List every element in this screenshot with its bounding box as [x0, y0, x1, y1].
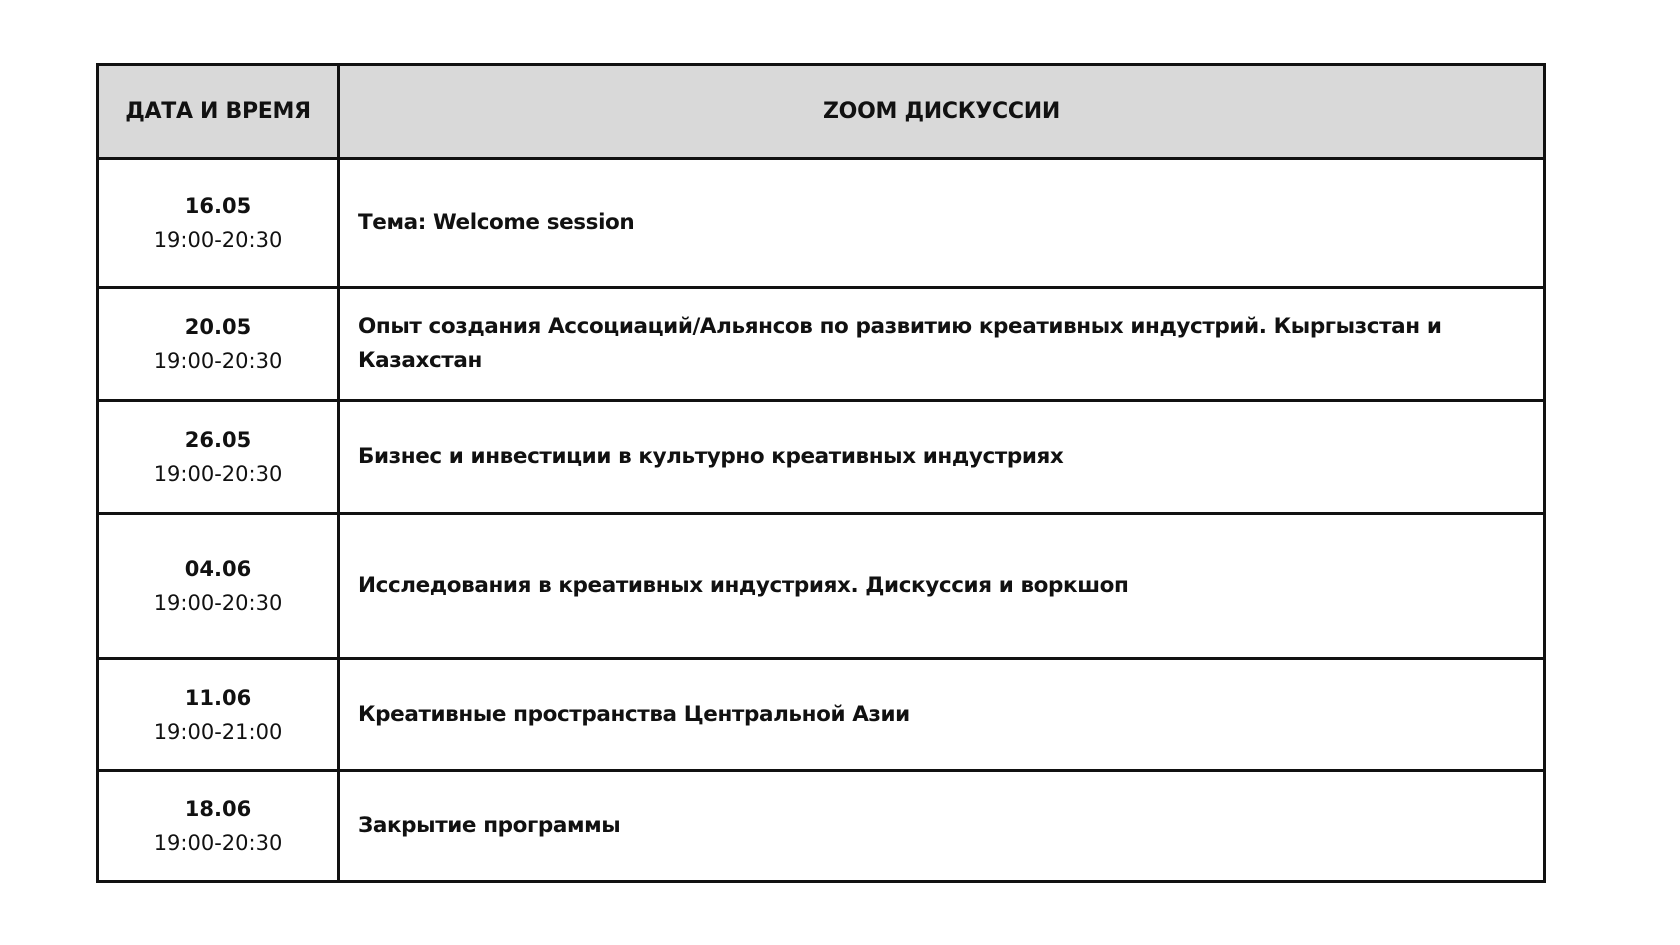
session-time: 19:00-20:30	[153, 349, 283, 373]
session-topic: Закрытие программы	[339, 771, 1545, 882]
session-date: 26.05	[184, 428, 252, 452]
table-row	[98, 771, 1545, 882]
session-topic: Опыт создания Ассоциаций/Альянсов по развитию креативных индустрий. Кыргызстан и Казахстан	[339, 288, 1545, 401]
schedule-table	[96, 63, 1546, 883]
date-time-cell	[98, 514, 339, 659]
table-body	[98, 159, 1545, 882]
date-time-cell	[98, 771, 339, 882]
session-topic: Креативные пространства Центральной Азии	[339, 659, 1545, 771]
table-row	[98, 659, 1545, 771]
session-date: 20.05	[184, 315, 252, 339]
header-row	[98, 65, 1545, 159]
table-row	[98, 514, 1545, 659]
header-zoom-discussions: ZOOM ДИСКУССИИ	[339, 65, 1545, 159]
session-date: 18.06	[184, 797, 252, 821]
table-row	[98, 401, 1545, 514]
header-date-time: ДАТА И ВРЕМЯ	[98, 65, 339, 159]
session-date: 16.05	[184, 194, 252, 218]
table-row	[98, 288, 1545, 401]
session-time: 19:00-21:00	[153, 719, 283, 744]
session-date: 11.06	[184, 685, 252, 710]
session-topic: Исследования в креативных индустриях. Дискуссия и воркшоп	[339, 514, 1545, 659]
table-row	[98, 159, 1545, 288]
session-time: 19:00-20:30	[153, 831, 283, 855]
table-header	[98, 65, 1545, 159]
date-time-cell	[98, 401, 339, 514]
date-time-cell	[98, 159, 339, 288]
session-time: 19:00-20:30	[153, 462, 283, 486]
date-time-cell	[98, 288, 339, 401]
session-time: 19:00-20:30	[153, 228, 283, 252]
session-time: 19:00-20:30	[153, 591, 283, 615]
date-time-cell	[98, 659, 339, 771]
session-date: 04.06	[184, 557, 252, 581]
session-topic: Тема: Welcome session	[339, 159, 1545, 288]
session-topic: Бизнес и инвестиции в культурно креативных индустриях	[339, 401, 1545, 514]
